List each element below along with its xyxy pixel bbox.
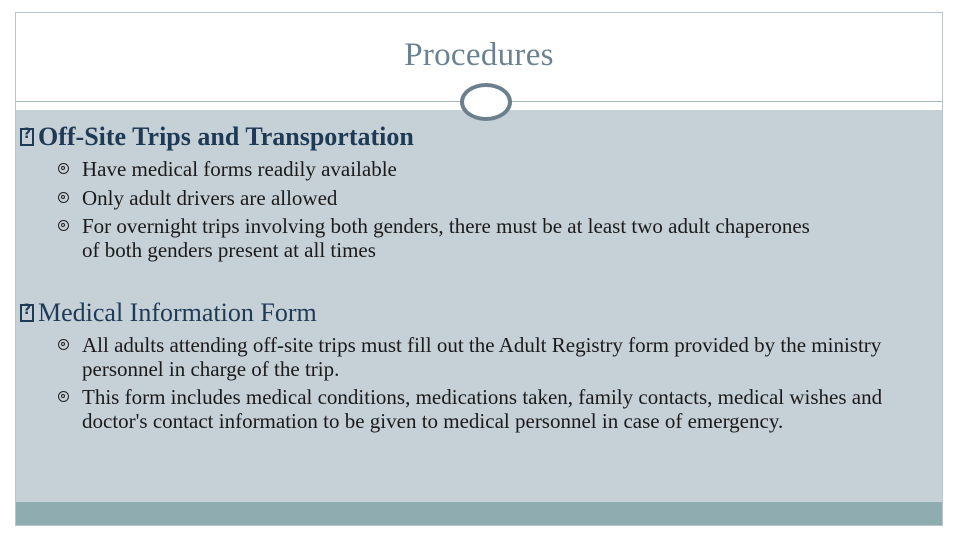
section-heading xyxy=(16,122,942,152)
circle-bullet-icon xyxy=(58,391,69,402)
circle-bullet-icon xyxy=(58,220,69,231)
missing-glyph-icon xyxy=(20,304,34,322)
section-heading xyxy=(16,298,942,328)
section-heading-text: Off-Site Trips and Transportation xyxy=(38,122,414,151)
list-item xyxy=(16,158,942,182)
list-item xyxy=(16,386,942,433)
section-heading-text: Medical Information Form xyxy=(38,298,317,327)
slide xyxy=(15,12,943,526)
section-medical-form xyxy=(16,298,942,433)
list-item xyxy=(16,215,942,262)
bullet-text: For overnight trips involving both genders, there must be at least two adult chaperones of both genders present at all times xyxy=(82,214,810,262)
circle-bullet-icon xyxy=(58,163,69,174)
bullet-text: Only adult drivers are allowed xyxy=(82,185,338,210)
circle-bullet-icon xyxy=(58,339,69,350)
slide-title: Procedures xyxy=(404,37,554,73)
bullet-text: Have medical forms readily available xyxy=(82,157,397,181)
footer-bar xyxy=(16,502,942,525)
decorative-ring xyxy=(460,83,512,121)
content-area xyxy=(16,110,942,502)
bullet-list xyxy=(16,158,942,262)
list-item xyxy=(16,187,942,211)
bullet-text: This form includes medical conditions, medications taken, family contacts, medical wishes and doctor's contact information to be given to medical personnel in case of emergency. xyxy=(82,385,883,433)
list-item xyxy=(16,334,942,381)
circle-bullet-icon xyxy=(58,192,69,203)
section-off-site-trips xyxy=(16,122,942,262)
missing-glyph-icon xyxy=(20,128,34,146)
bullet-list xyxy=(16,334,942,433)
bullet-text: All adults attending off-site trips must fill out the Adult Registry form provided by the ministry personnel in charge of the trip. xyxy=(82,333,882,381)
